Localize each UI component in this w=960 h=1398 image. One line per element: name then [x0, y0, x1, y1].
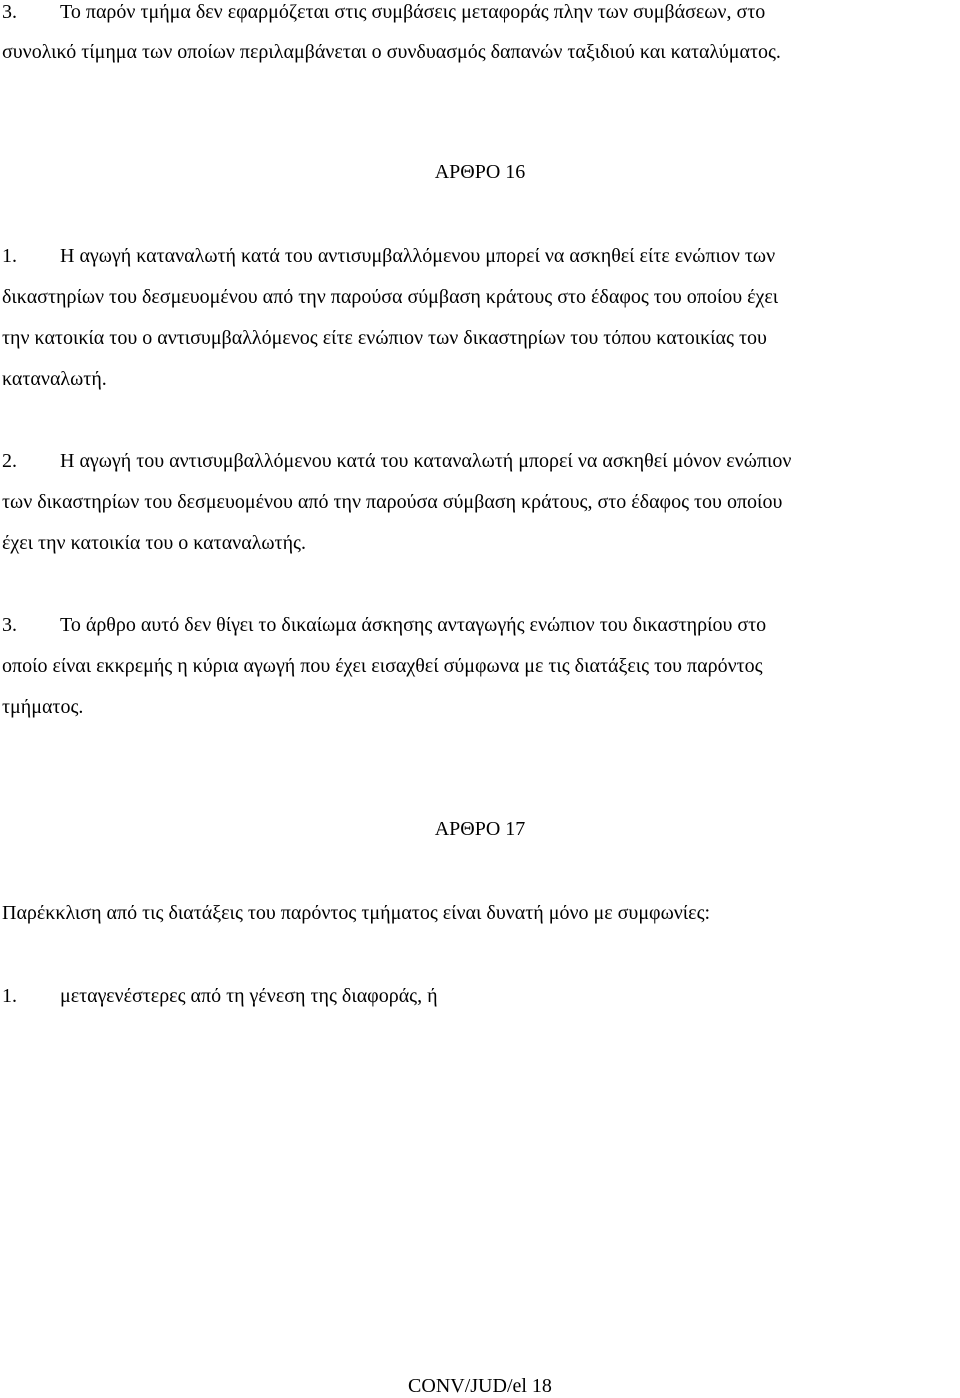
article16-p1-line1: [2, 244, 958, 268]
article16-p2-line3: έχει την κατοικία του ο καταναλωτής.: [2, 532, 306, 554]
article16-p3-line3: τμήματος.: [2, 696, 84, 718]
article17-heading: ΑΡΘΡΟ 17: [434, 818, 526, 840]
article16-p1-line2: δικαστηρίων του δεσμευομένου από την παρούσα σύμβαση κράτους στο έδαφος του οποίου έχει: [2, 286, 779, 308]
article16-p1-line4: καταναλωτή.: [2, 368, 107, 390]
article17-intro: Παρέκκλιση από τις διατάξεις του παρόντος τμήματος είναι δυνατή μόνο με συμφωνίες:: [2, 902, 711, 924]
article16-p2-line1: [2, 449, 958, 473]
article16-p2-number: 2.: [2, 450, 17, 472]
article16-p3-line1: [2, 613, 958, 637]
article16-p2-line2: των δικαστηρίων του δεσμευομένου από την παρούσα σύμβαση κράτους, στο έδαφος του οποίου: [2, 491, 783, 513]
article16-heading: ΑΡΘΡΟ 16: [434, 161, 526, 183]
section3-line2: συνολικό τίμημα των οποίων περιλαμβάνεται ο συνδυασμός δαπανών ταξιδιού και καταλύματος.: [2, 41, 781, 63]
article16-p1-text-line1: Η αγωγή καταναλωτή κατά του αντισυμβαλλόμενου μπορεί να ασκηθεί είτε ενώπιον των: [60, 245, 776, 267]
section3-number: 3.: [2, 1, 17, 23]
article16-p2-text-line1: Η αγωγή του αντισυμβαλλόμενου κατά του καταναλωτή μπορεί να ασκηθεί μόνον ενώπιον: [60, 450, 792, 472]
article16-p1-number: 1.: [2, 245, 17, 267]
section3-line1: [2, 0, 958, 24]
section3-text-line1: Το παρόν τμήμα δεν εφαρμόζεται στις συμβάσεις μεταφοράς πλην των συμβάσεων, στο: [60, 1, 766, 23]
article16-p1-line3: την κατοικία του ο αντισυμβαλλόμενος είτε ενώπιον των δικαστηρίων του τόπου κατοικίας του: [2, 327, 767, 349]
article17-item1-text: μεταγενέστερες από τη γένεση της διαφοράς, ή: [60, 985, 438, 1007]
article16-p3-text-line1: Το άρθρο αυτό δεν θίγει το δικαίωμα άσκησης ανταγωγής ενώπιον του δικαστηρίου στο: [60, 614, 767, 636]
article16-p3-number: 3.: [2, 614, 17, 636]
article16-p3-line2: οποίο είναι εκκρεμής η κύρια αγωγή που έχει εισαχθεί σύμφωνα με τις διατάξεις του παρόντος: [2, 655, 763, 677]
article17-item1-number: 1.: [2, 985, 17, 1007]
page-footer-code: CONV/JUD/el 18: [408, 1375, 552, 1397]
article17-item1: [2, 984, 958, 1008]
